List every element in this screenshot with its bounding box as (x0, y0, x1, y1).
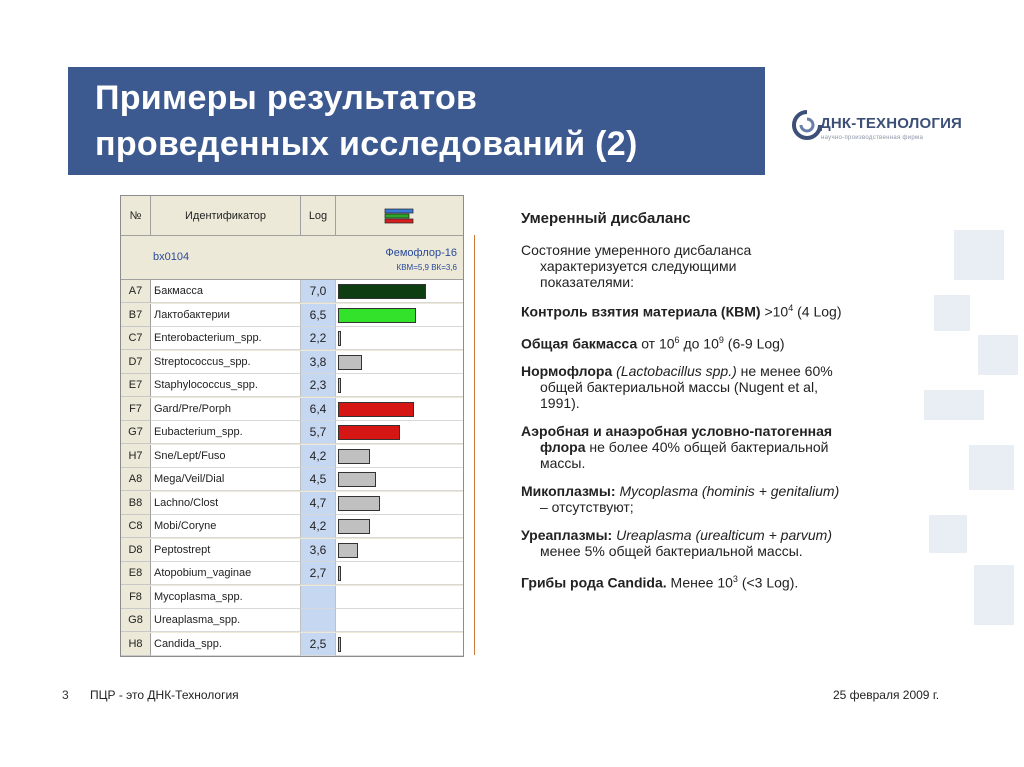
slide-title: Примеры результатов проведенных исследований (2) (95, 79, 638, 163)
log-bar (338, 331, 341, 346)
log-bar (338, 519, 370, 534)
well-cell: A8 (121, 468, 151, 491)
log-cell (301, 586, 336, 609)
log-bar (338, 566, 341, 581)
bar-cell (336, 421, 463, 444)
identifier-cell: Eubacterium_spp. (151, 421, 301, 444)
bar-cell (336, 515, 463, 538)
log-cell: 2,7 (301, 562, 336, 585)
log-cell: 2,3 (301, 374, 336, 397)
identifier-cell: Enterobacterium_spp. (151, 327, 301, 350)
well-cell: F8 (121, 586, 151, 609)
table-row[interactable] (121, 445, 463, 468)
identifier-cell: Sne/Lept/Fuso (151, 445, 301, 468)
table-row[interactable] (121, 633, 463, 656)
well-cell: C7 (121, 327, 151, 350)
column-header-identifier: Идентификатор (151, 196, 301, 236)
identifier-cell: Бакмасса (151, 280, 301, 303)
log-cell: 4,2 (301, 515, 336, 538)
well-cell: B8 (121, 492, 151, 515)
results-table (120, 195, 464, 657)
log-cell: 4,5 (301, 468, 336, 491)
well-cell: D7 (121, 351, 151, 374)
log-cell: 2,2 (301, 327, 336, 350)
bar-cell (336, 304, 463, 327)
table-row[interactable] (121, 421, 463, 444)
identifier-cell: Ureaplasma_spp. (151, 609, 301, 632)
bakmass-criterion: Общая бакмасса от $10^6$ до $10^9$ (6-9 Log) (521, 334, 785, 352)
log-cell: 4,7 (301, 492, 336, 515)
log-bar (338, 543, 358, 558)
well-cell: F7 (121, 398, 151, 421)
bar-cell (336, 351, 463, 374)
table-row[interactable] (121, 280, 463, 303)
log-bar (338, 308, 416, 323)
log-cell: 3,8 (301, 351, 336, 374)
table-row[interactable] (121, 468, 463, 491)
well-cell: G7 (121, 421, 151, 444)
kit-name: Фемофлор-16 (385, 247, 457, 259)
log-bar (338, 284, 426, 299)
identifier-cell: Staphylococcus_spp. (151, 374, 301, 397)
table-row[interactable] (121, 539, 463, 562)
identifier-cell: Mobi/Coryne (151, 515, 301, 538)
kvm-criterion: Контроль взятия материала $(КВМ) >10^4$ (4 Log) (521, 303, 842, 320)
section-heading: Умеренный дисбаланс (521, 210, 691, 227)
well-cell: D8 (121, 539, 151, 562)
table-row[interactable] (121, 562, 463, 585)
well-cell: H8 (121, 633, 151, 656)
log-cell: 6,4 (301, 398, 336, 421)
table-row[interactable] (121, 374, 463, 397)
bar-cell (336, 539, 463, 562)
bar-cell (336, 327, 463, 350)
reference-line (474, 235, 475, 655)
identifier-cell: Mycoplasma_spp. (151, 586, 301, 609)
bar-cell (336, 492, 463, 515)
table-row[interactable] (121, 304, 463, 327)
log-bar (338, 637, 341, 652)
table-row[interactable] (121, 327, 463, 350)
log-cell (301, 609, 336, 632)
log-cell: 6,5 (301, 304, 336, 327)
table-row[interactable] (121, 398, 463, 421)
well-cell: B7 (121, 304, 151, 327)
column-header-chart (336, 196, 463, 236)
bar-cell (336, 633, 463, 656)
identifier-cell: Lachno/Clost (151, 492, 301, 515)
log-cell: 3,6 (301, 539, 336, 562)
mycoplasma-criterion: Микоплазмы: Mycoplasma (hominis + genitalium) – отсутствуют; (521, 483, 840, 516)
identifier-cell: Candida_spp. (151, 633, 301, 656)
table-row[interactable] (121, 586, 463, 609)
log-cell: 7,0 (301, 280, 336, 303)
bar-cell (336, 445, 463, 468)
log-cell: 5,7 (301, 421, 336, 444)
bar-cell (336, 468, 463, 491)
log-bar (338, 472, 376, 487)
identifier-cell: Gard/Pre/Porph (151, 398, 301, 421)
bar-cell (336, 586, 463, 609)
table-row[interactable] (121, 492, 463, 515)
kit-chart-icon (383, 205, 417, 227)
log-bar (338, 402, 414, 417)
identifier-cell: Streptococcus_spp. (151, 351, 301, 374)
sample-info-row (121, 236, 463, 280)
well-cell: E7 (121, 374, 151, 397)
bar-cell (336, 562, 463, 585)
footer-caption: ПЦР - это ДНК-Технология (90, 688, 239, 702)
identifier-cell: Лактобактерии (151, 304, 301, 327)
logo-swirl-icon (790, 108, 824, 142)
well-cell: C8 (121, 515, 151, 538)
identifier-cell: Mega/Veil/Dial (151, 468, 301, 491)
bar-cell (336, 374, 463, 397)
identifier-cell: Peptostrept (151, 539, 301, 562)
table-row[interactable] (121, 515, 463, 538)
bar-cell (336, 609, 463, 632)
footer-date: 25 февраля 2009 г. (833, 688, 940, 702)
candida-criterion: Грибы рода Candida. Менее $10^3$ (<3 Log). (521, 574, 799, 591)
bar-cell (336, 398, 463, 421)
well-cell: H7 (121, 445, 151, 468)
normoflora-criterion: Нормофлора (Lactobacillus spp.) не менее 60% общей бактериальной массы (Nugent et al, 1991). (521, 363, 833, 412)
ureaplasma-criterion: Уреаплазмы: Ureaplasma (urealticum + parvum) менее 5% общей бактериальной массы. (521, 527, 832, 560)
pathogenic-flora-criterion: Аэробная и анаэробная условно-патогенная флора не более 40% общей бактериальной массы. (521, 423, 833, 472)
sample-id: bx0104 (153, 251, 190, 263)
table-row[interactable] (121, 609, 463, 632)
log-bar (338, 425, 400, 440)
log-cell: 2,5 (301, 633, 336, 656)
description-text (521, 211, 971, 591)
title-banner (68, 67, 765, 175)
log-bar (338, 378, 341, 393)
log-cell: 4,2 (301, 445, 336, 468)
slide-number: 3 (62, 688, 69, 702)
well-cell: G8 (121, 609, 151, 632)
column-header-log: Log (301, 196, 336, 236)
log-bar (338, 496, 380, 511)
log-bar (338, 449, 370, 464)
bar-cell (336, 280, 463, 303)
table-header (121, 196, 463, 236)
company-logo: ДНК-ТЕХНОЛОГИЯ научно-производственная фирма (790, 106, 975, 146)
well-cell: A7 (121, 280, 151, 303)
kvm-values: КВМ=5,9 ВК=3,6 (396, 263, 457, 272)
column-header-number: № (121, 196, 151, 236)
log-bar (338, 355, 362, 370)
intro-text: Состояние умеренного дисбаланса характеризуется следующими показателями: (521, 242, 752, 290)
well-cell: E8 (121, 562, 151, 585)
identifier-cell: Atopobium_vaginae (151, 562, 301, 585)
table-row[interactable] (121, 351, 463, 374)
